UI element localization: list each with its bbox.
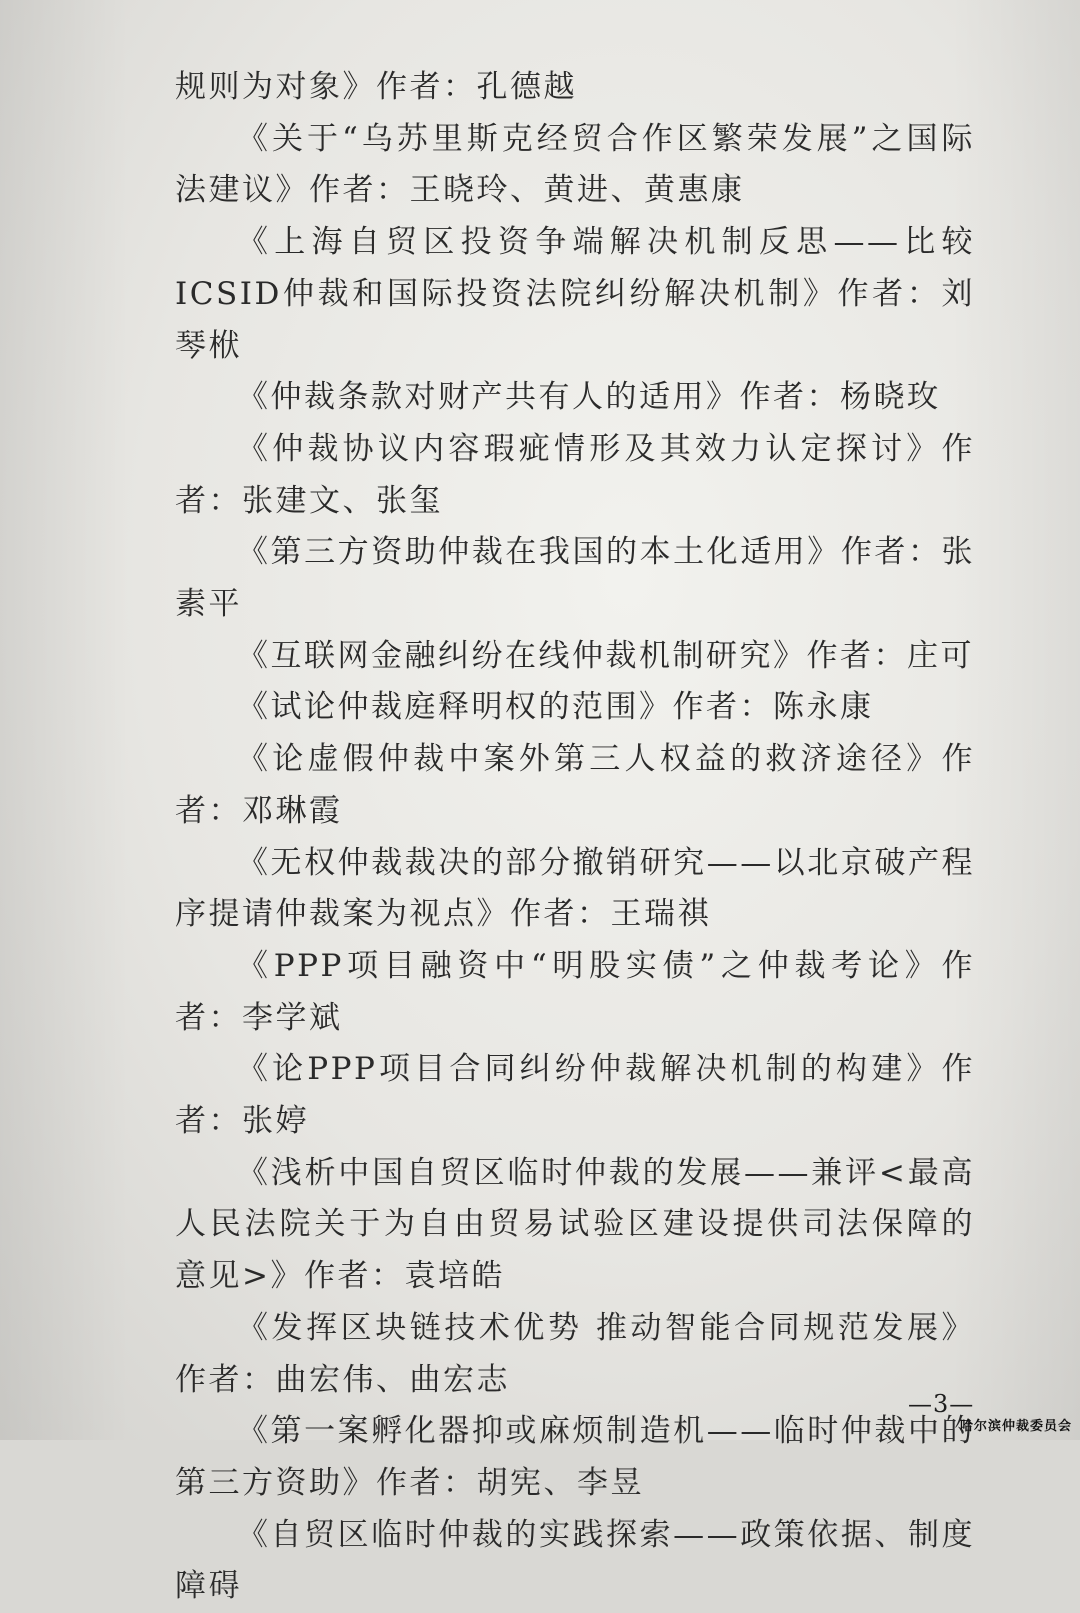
paragraph-15: 《第一案孵化器抑或麻烦制造机——临时仲裁中的第三方资助》作者：胡宪、李昱 (175, 1413, 975, 1501)
paragraph-16: 《自贸区临时仲裁的实践探索——政策依据、制度障碍 (175, 1516, 975, 1605)
paragraph-6: 《第三方资助仲裁在我国的本土化适用》作者：张素平 (175, 534, 975, 623)
paragraph-7: 《互联网金融纠纷在线仲裁机制研究》作者：庄可 (237, 637, 974, 674)
page-number: —3— (908, 1390, 975, 1418)
paragraph-4: 《仲裁条款对财产共有人的适用》作者：杨晓玫 (237, 379, 941, 416)
paragraph-12: 《论PPP项目合同纠纷仲裁解决机制的构建》作者：张婷 (175, 1051, 975, 1140)
paragraph-2: 《关于“乌苏里斯克经贸合作区繁荣发展”之国际法建议》作者：王晓玲、黄进、黄惠康 (175, 120, 975, 209)
paragraph-11: 《PPP项目融资中“明股实债”之仲裁考论》作者：李学斌 (175, 947, 975, 1036)
paragraph-9: 《论虚假仲裁中案外第三人权益的救济途径》作者：邓琳霞 (175, 741, 975, 829)
paragraph-14: 《发挥区块链技术优势 推动智能合同规范发展》作者：曲宏伟、曲宏志 (175, 1309, 975, 1398)
paragraph-10: 《无权仲裁裁决的部分撤销研究——以北京破产程序提请仲裁案为视点》作者：王瑞祺 (175, 844, 975, 933)
paragraph-8: 《试论仲裁庭释明权的范围》作者：陈永康 (237, 689, 874, 726)
watermark: 哈尔滨仲裁委员会 (959, 1419, 1072, 1434)
document-body (175, 62, 975, 1613)
paragraph-5: 《仲裁协议内容瑕疵情形及其效力认定探讨》作者：张建文、张玺 (175, 430, 975, 519)
paragraph-13: 《浅析中国自贸区临时仲裁的发展——兼评<最高人民法院关于为自由贸易试验区建设提供司法保障的意见>》作者：袁培皓 (175, 1154, 975, 1295)
paragraph-3: 《上海自贸区投资争端解决机制反思——比较ICSID仲裁和国际投资法院纠纷解决机制》作者：刘琴栿 (175, 224, 975, 364)
paragraph-1: 规则为对象》作者：孔德越 (175, 69, 577, 105)
